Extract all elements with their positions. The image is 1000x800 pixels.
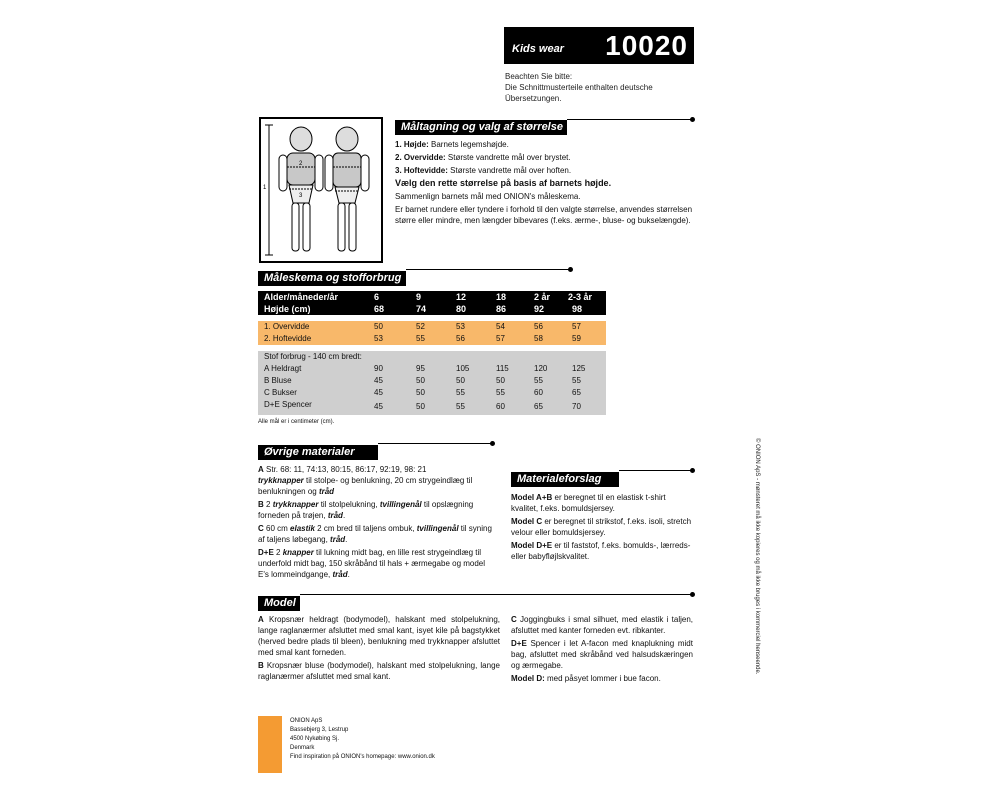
hip-marker: 3 bbox=[299, 193, 303, 199]
model-title: Model bbox=[258, 596, 300, 611]
other-materials-title: Øvrige materialer bbox=[258, 445, 378, 460]
size-table-title: Måleskema og stofforbrug bbox=[258, 271, 406, 286]
table-footnote: Alle mål er i centimeter (cm). bbox=[258, 419, 335, 425]
header-cell: 92 bbox=[530, 303, 568, 315]
header-cell: 2 år bbox=[530, 291, 568, 303]
pattern-number: 10020 bbox=[605, 30, 688, 61]
table-row: B Bluse 45 50 50 50 55 55 bbox=[258, 375, 606, 387]
measurement-figure bbox=[259, 117, 383, 263]
choose-size-line: Vælg den rette størrelse på basis af barnets højde. bbox=[395, 178, 612, 188]
section-dot bbox=[490, 441, 495, 446]
section-rule bbox=[619, 470, 691, 471]
header-cell: 18 bbox=[490, 291, 530, 303]
section-rule bbox=[406, 269, 570, 270]
header-cell: 74 bbox=[408, 303, 450, 315]
hip-desc: Største vandrette mål over hoften. bbox=[447, 166, 572, 175]
height-marker: 1 bbox=[263, 185, 267, 191]
header-cell: 86 bbox=[490, 303, 530, 315]
header-cell: Højde (cm) bbox=[258, 303, 362, 315]
hip-label: 3. Hoftevidde: bbox=[395, 166, 448, 175]
measure-title: Måltagning og valg af størrelse bbox=[395, 120, 567, 135]
header-cell: 80 bbox=[450, 303, 490, 315]
measure-text bbox=[395, 139, 700, 228]
pattern-badge bbox=[504, 27, 694, 64]
children-illustration bbox=[261, 119, 381, 261]
size-table bbox=[258, 291, 606, 415]
header-cell: 6 bbox=[362, 291, 408, 303]
header-cell: 68 bbox=[362, 303, 408, 315]
section-rule bbox=[300, 594, 692, 595]
height-desc: Barnets legemshøjde. bbox=[428, 140, 509, 149]
note-line: Die Schnittmusterteile enthalten deutsche bbox=[505, 83, 653, 92]
table-row: 2. Hoftevidde 53 55 56 57 58 59 bbox=[258, 333, 606, 345]
section-dot bbox=[568, 267, 573, 272]
section-dot bbox=[690, 592, 695, 597]
chest-marker: 2 bbox=[299, 161, 303, 167]
size-advice: Er barnet rundere eller tyndere i forhold til den valgte størrelse, anvendes størrelsen større eller mindre, men længder bibevares (f.eks. ærme-, bluse- og bukselængde). bbox=[395, 205, 693, 225]
note-line: Beachten Sie bitte: bbox=[505, 72, 573, 81]
table-row: D+E Spencer 45 50 55 60 65 70 bbox=[258, 399, 606, 415]
note-line: Übersetzungen. bbox=[505, 94, 562, 103]
header-cell: 2-3 år bbox=[568, 291, 606, 303]
table-row: A Heldragt 90 95 105 115 120 125 bbox=[258, 363, 606, 375]
other-materials-text: A Str. 68: 11, 74:13, 80:15, 86:17, 92:19, 98: 21 trykknapper til stolpe- og benlukning, 20 cm strygeindlæg til benlukningen og tråd B 2 trykknapper til stolpelukning, tvillingenål til opslægning forneden på trøjen, tråd. C 60 cm elastik 2 cm bred til taljens ombuk, tvillingenål til syning af taljens løbegang, tråd. D+E 2 knapper til lukning midt bag, en lille rest strygeindlæg til underfold midt bag, 150 skråbånd til hals + ærmegabe og model E's lommeindgange, tråd. bbox=[258, 465, 492, 579]
company-address: ONION ApS Bassebjerg 3, Lestrup 4500 Nykøbing Sj. Denmark Find inspiration på ONION's homepage: www.onion.dk bbox=[290, 718, 435, 760]
header-cell: 12 bbox=[450, 291, 490, 303]
header-cell: 98 bbox=[568, 303, 606, 315]
german-note bbox=[505, 71, 705, 104]
section-dot bbox=[690, 117, 695, 122]
compare-line: Sammenlign barnets mål med ONION's måleskema. bbox=[395, 192, 581, 201]
table-row: C Bukser 45 50 55 55 60 65 bbox=[258, 387, 606, 399]
kids-wear-label: Kids wear bbox=[512, 43, 564, 55]
table-row: 1. Overvidde 50 52 53 54 56 57 bbox=[258, 321, 606, 333]
chest-label: 2. Overvidde: bbox=[395, 153, 446, 162]
section-rule bbox=[567, 119, 692, 120]
material-suggestions-text: Model A+B er beregnet til en elastisk t-shirt kvalitet, f.eks. bomuldsjersey. Model C er beregnet til strikstof, f.eks. isoli, stretch velour eller bomuldsjersey. Model D+E er til faststof, f.eks. bomulds-, lærreds- eller babyfløjlskvalitet. bbox=[511, 493, 692, 561]
table-row bbox=[258, 351, 606, 363]
fabric-title: Stof forbrug - 140 cm bredt: bbox=[258, 351, 606, 363]
header-cell: Alder/måneder/år bbox=[258, 291, 362, 303]
chest-desc: Største vandrette mål over brystet. bbox=[445, 153, 571, 162]
model-text-right: C Joggingbuks i smal silhuet, med elastik i taljen, afsluttet med kanter forneden evt. ribkanter. D+E Spencer i let A-facon med knaplukning midt bag, afsluttet med skråbånd ved halsudskæringen og ærmegabe. Model D: med påsyet lommer i bue facon. bbox=[511, 615, 693, 683]
copyright-note: © ONION ApS - mønsteret må ikke kopieres og må ikke bruges i kommerciel henseende. bbox=[754, 438, 760, 675]
height-label: 1. Højde: bbox=[395, 140, 429, 149]
section-dot bbox=[690, 468, 695, 473]
section-rule bbox=[378, 443, 492, 444]
orange-bar bbox=[258, 716, 282, 773]
material-suggestions-title: Materialeforslag bbox=[511, 472, 619, 487]
header-cell: 9 bbox=[408, 291, 450, 303]
model-text-left: A Kropsnær heldragt (bodymodel), halskant med stolpelukning, lange raglanærmer afsluttet med smal kant, isyet kile på bagstykket (herved bedre plads til bleen), benlukning med trykknapper afsluttet med smal kant forneden. B Kropsnær bluse (bodymodel), halskant med stolpelukning, lange raglanærmer afsluttet med smal kant. bbox=[258, 615, 500, 681]
